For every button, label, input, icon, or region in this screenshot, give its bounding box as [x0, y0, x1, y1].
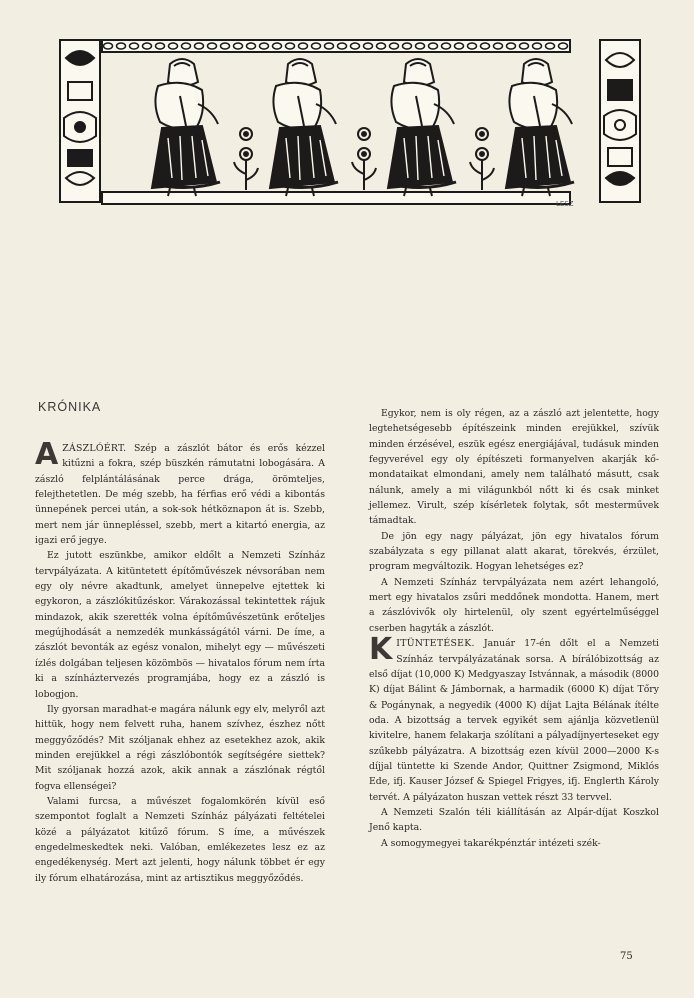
dancer-figure: [506, 59, 574, 196]
paragraph: [369, 575, 659, 636]
section-title: KRÓNIKA: [38, 400, 102, 414]
paragraph-lead: ITÜNTETÉSEK.: [396, 638, 475, 650]
right-column: [369, 406, 659, 851]
flower-ornament: [352, 128, 376, 190]
paragraph-text: Ez jutott eszünkbe, amikor eldőlt a Nemzeti Színház tervpályázata. A kitüntetett építőművészek névsorában nem egy oly névre akadtunk, amelyet ünnepelve ejtettek ki egykoron, a zászlókitűzéskor. Várakozással tekintettek rájuk mindazok, akik szerették volna építőművészetünk erőteljes megújhodását a nemzedék munkásságától várni. De íme, a zászlót bevonták az egész vonalon, mihelyt egy — művészeti ízlés dolgában teljesen közömbös — hivatalos fórum nem írta ki a színháztervezés programjába, hogy ez a zászló is lobogjon.: [35, 550, 325, 700]
paragraph: [369, 805, 659, 836]
paragraph-lead: ZÁSZLÓÉRT.: [62, 443, 127, 454]
drop-cap: K: [369, 632, 393, 668]
paragraph-text: Január 17-én dőlt el a Nemzeti Színház tervpályázatának sorsa. A bírálóbizottság az első díjat (10,000 K) Medgyaszay Istvánnak, a második (8000 K) díjat Bálint & Jámbornak, a harmadik (6000 K) díjat Tőry & Pogánynak, a negyedik (4000 K) díjat Lajta Bélának ítélte oda. A bizottság a tervek egyikét sem ajánlja közvetlenül kivitelre, hanem felakarja szólítani a pályadíjnyerteseket egy szűkebb pályázatra. A bizottság ezen kívül 2000—2000 K-s díjjal tüntette ki Szende Andor, Quittner Zsigmond, Miklós Ede, ifj. Kauser József & Spiegel Frigyes, ifj. Englerth Károly tervét. A pályázaton huszan vettek részt 33 tervvel.: [369, 638, 659, 803]
left-column: [35, 437, 325, 886]
paragraph: [35, 548, 325, 701]
page-number: 75: [620, 951, 633, 962]
paragraph-text: Egykor, nem is oly régen, az a zászló azt jelentette, hogy legtehetségesebb építészeink minden erejükkel, szívük minden érzésével, eszük egész energiájával, tudásuk minden fegyverével egy oly építészeti formanyelven akarják kő-mondataikat elmondani, amely nem található másutt, csak nálunk, amely a mi világunkból nőtt ki és csak minket jellemez. Virult, szép kísérletek folytak, sőt mesterművek támadtak.: [369, 408, 659, 527]
paragraph: [35, 702, 325, 794]
paragraph: [35, 794, 325, 886]
paragraph-text: Valami furcsa, a művészet fogalomkörén kívül eső szempontot foglalt a Nemzeti Színház pályázati feltételei közé a pályázatot kitűző fórum. S íme, a művészek engedelmeskedtek neki. Valóban, emlékezetes lesz ez az engedékenység. Mert azt jelenti, hogy nálunk többet ér egy ily fórum elhatározása, mint az artisztikus meggyőződés.: [35, 795, 325, 884]
paragraph-text: Ily gyorsan maradhat-e magára nálunk egy elv, melyről azt hittük, hogy nem felvett ruha, hanem szívhez, észhez nőtt meggyőződés? Mit szóljanak ehhez az esetekhez azok, akik minden erejükkel a régi zászlóbontók segítségére siettek? Mit szóljanak hozzá azok, akik annak a zászlónak régtől fogva ellenségei?: [35, 703, 325, 792]
paragraph: [369, 406, 659, 529]
decorative-banner: [58, 38, 642, 214]
paragraph-text: De jön egy nagy pályázat, jön egy hivatalos fórum szabályzata s egy pillanat alatt akarat, törekvés, érzület, program megváltozik. Hogyan lehetséges ez?: [369, 530, 659, 573]
dancer-figure: [152, 59, 220, 196]
paragraph: [369, 529, 659, 575]
dancing-figures: [152, 59, 574, 196]
paragraph-text: A Nemzeti Színház tervpályázata nem azért lehangoló, mert egy hivatalos zsűri meddőnek mondotta. Hanem, mert a zászlóvivők oly hirtelenül, oly szent egyértelműséggel cserben hagyták a zászlót.: [369, 576, 659, 634]
paragraph-text: A somogymegyei takarékpénztár intézeti szék-: [381, 837, 601, 849]
banner-signature: LESZ: [556, 200, 574, 208]
paragraph-text: A Nemzeti Szalón téli kiállításán az Alpár-díjat Koszkol Jenő kapta.: [369, 806, 659, 834]
paragraph-text: Szép a zászlót bátor és erős kézzel kitűzni a fokra, szép büszkén rámutatni lobogására. A zászló felplántálásának perce drága, örömteljes, felejthetetlen. De még szebb, ha férfias erő védi a kibontás ünnepének percei után, a sok-sok hétköznapon át is. Szebb, mert nem jár ünnepléssel, szebb, mert a kitartó energia, az igazi erő jegye.: [35, 443, 325, 547]
dancer-figure: [270, 59, 338, 196]
right-pillar: [600, 40, 640, 202]
flower-ornament: [234, 128, 258, 190]
dancer-figure: [388, 59, 456, 196]
bottom-border: [102, 192, 570, 204]
paragraph: [369, 632, 659, 805]
paragraph: [35, 437, 325, 548]
paragraph: [369, 836, 659, 851]
flower-ornament: [470, 128, 494, 190]
drop-cap: A: [35, 437, 59, 472]
left-pillar: [60, 40, 100, 202]
